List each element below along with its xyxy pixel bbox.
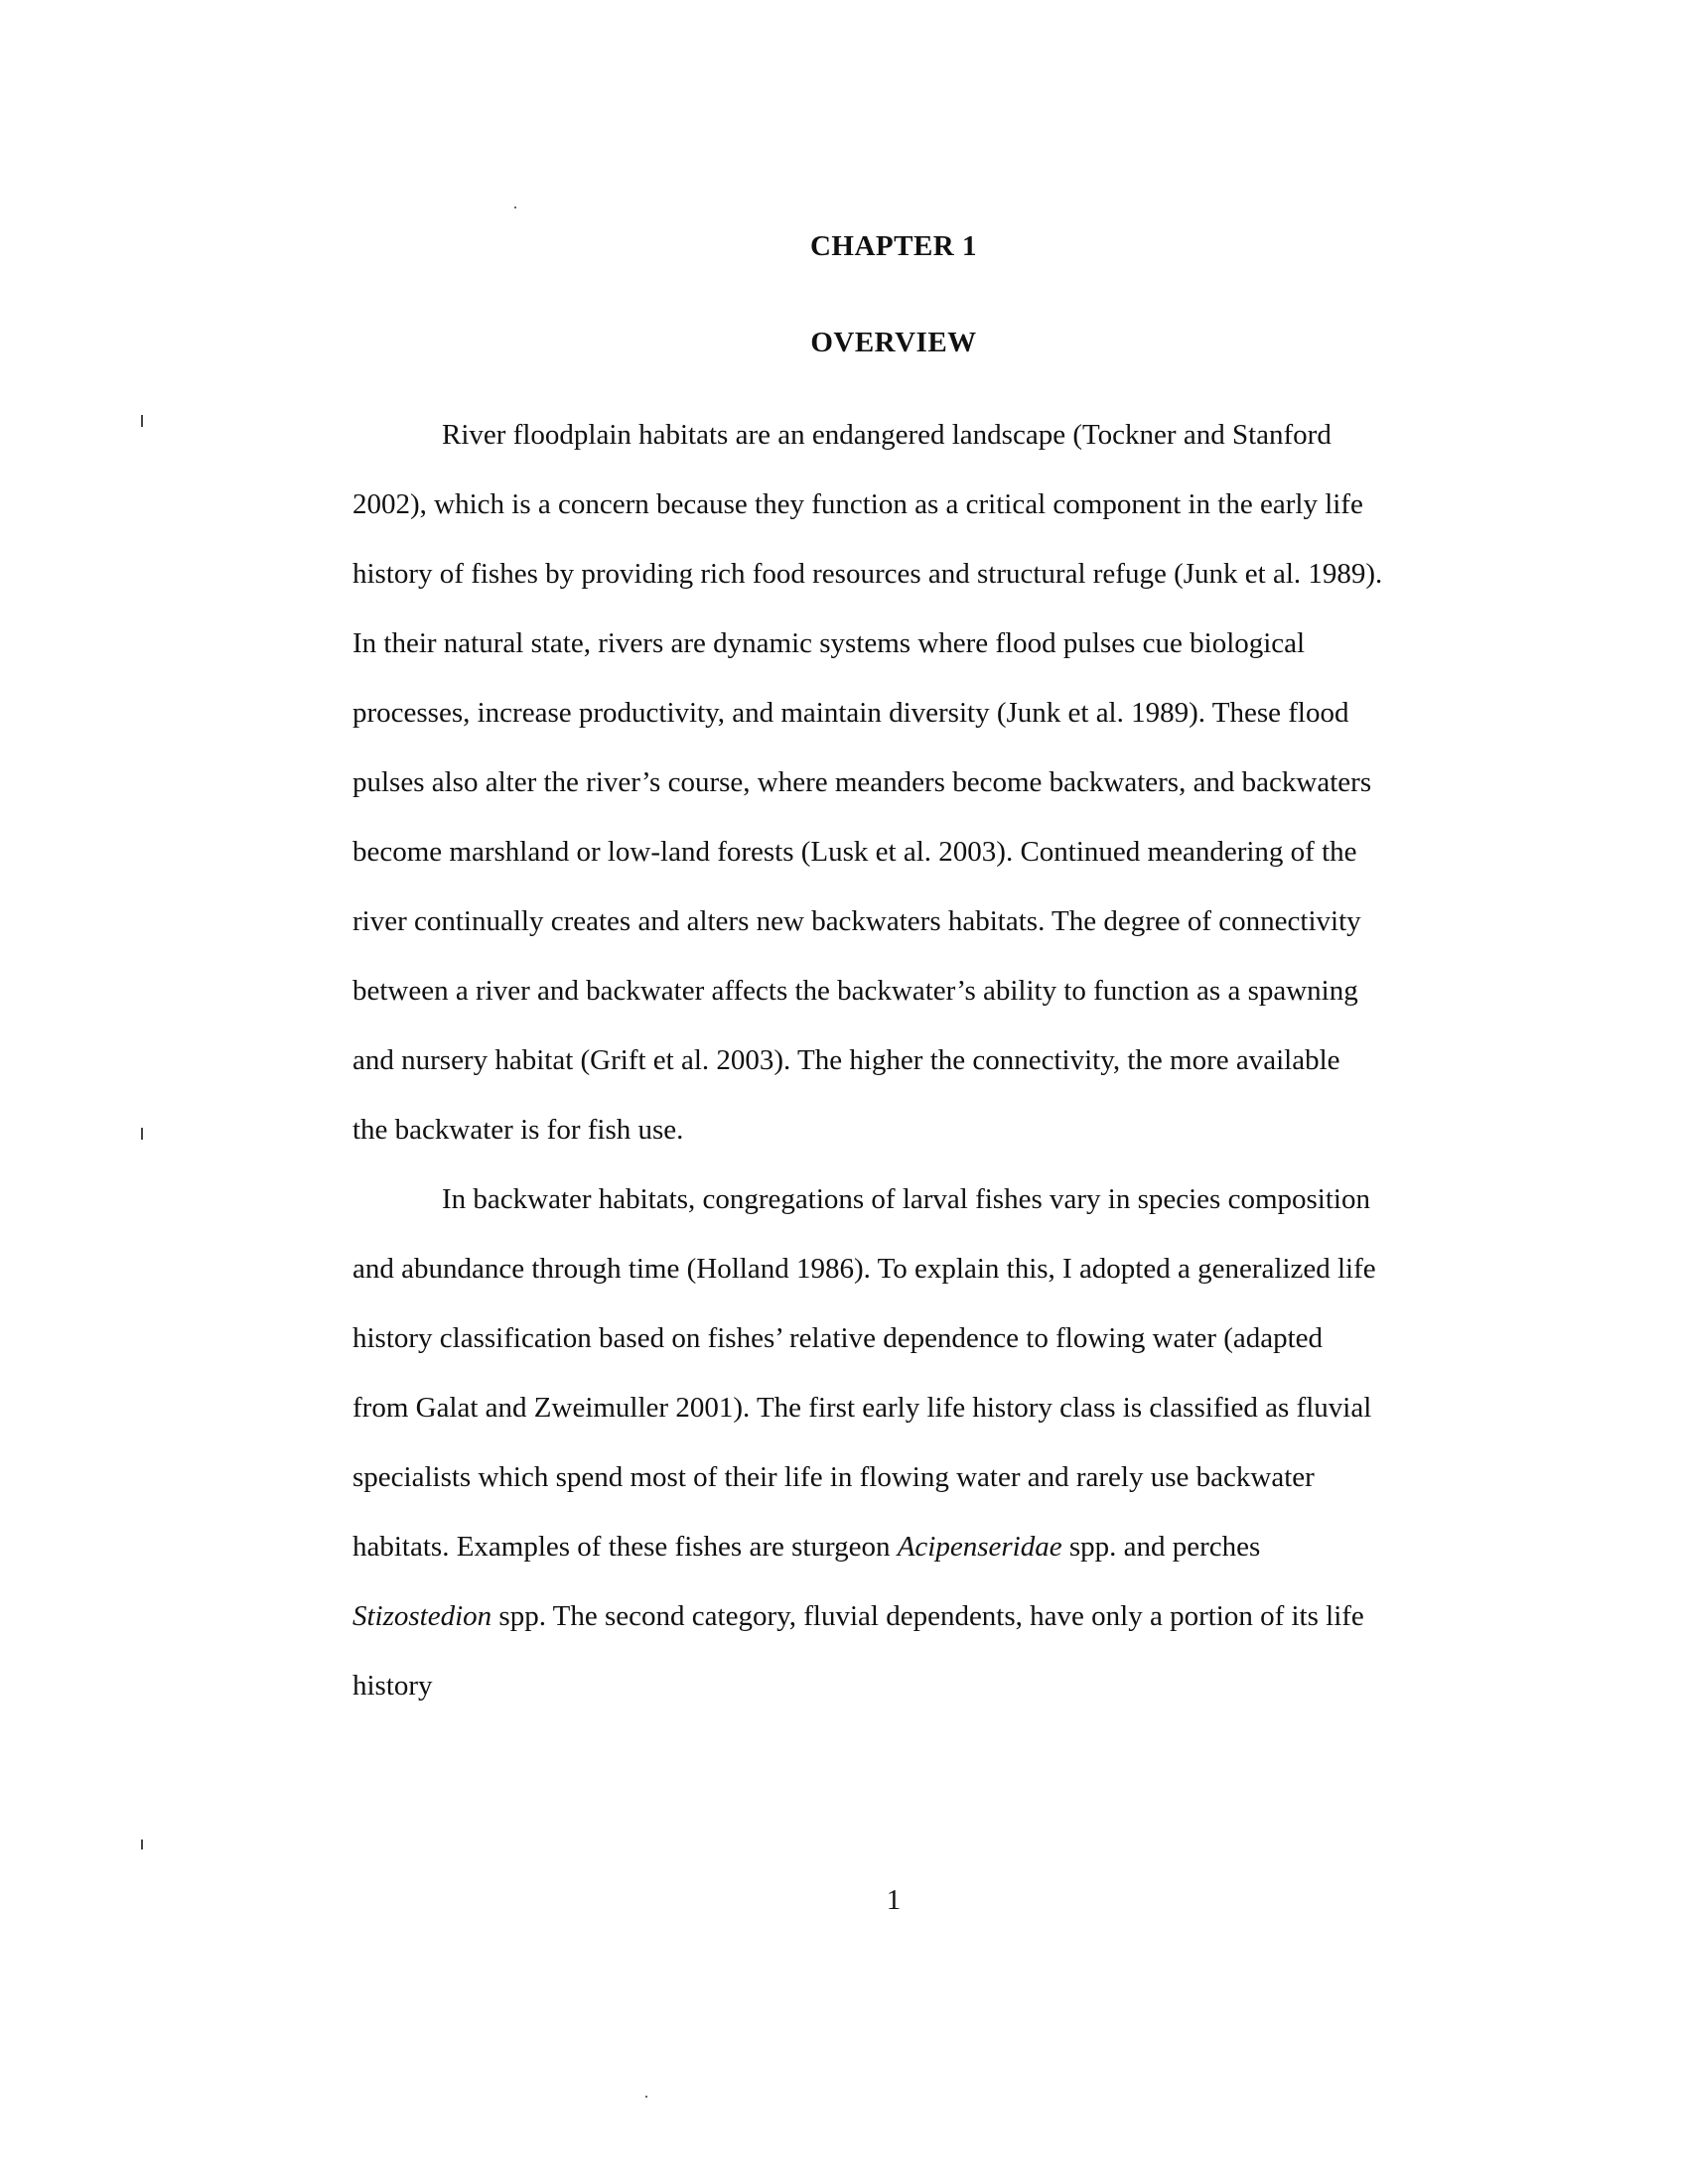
line-text: spp. The second category, fluvial dependents, have only a portion of its life [491,1600,1364,1632]
body-line [352,975,1358,1008]
body-line [352,558,1382,591]
line-text: become marshland or low-land forests (Lusk et al. 2003). Continued meandering of the [352,836,1357,868]
scan-artifact [141,415,143,427]
line-text: spp. and perches [1061,1531,1261,1563]
body-line [352,488,1363,521]
line-text: In backwater habitats, congregations of larval fishes vary in species composition [442,1183,1370,1215]
line-text: 2002), which is a concern because they function as a critical component in the early life [352,488,1363,520]
line-text: and nursery habitat (Grift et al. 2003). The higher the connectivity, the more available [352,1044,1340,1076]
scan-artifact [645,2096,647,2098]
line-text: In their natural state, rivers are dynamic systems where flood pulses cue biological [352,627,1306,659]
section-title: OVERVIEW [810,327,977,358]
body-line [352,766,1371,799]
body-line [352,1253,1376,1286]
line-text: history classification based on fishes’ relative dependence to flowing water (adapted [352,1322,1324,1354]
scan-artifact [141,1128,143,1140]
line-text: specialists which spend most of their life in flowing water and rarely use backwater [352,1461,1315,1493]
line-text: processes, increase productivity, and maintain diversity (Junk et al. 1989). These flood [352,697,1349,729]
body-line [352,1670,433,1703]
scan-artifact [514,206,516,208]
body-line [442,419,1332,452]
line-text: river continually creates and alters new backwaters habitats. The degree of connectivity [352,905,1361,937]
line-text: the backwater is for fish use. [352,1114,684,1146]
line-text: between a river and backwater affects the backwater’s ability to function as a spawning [352,975,1358,1007]
line-text: from Galat and Zweimuller 2001). The first early life history class is classified as fluvial [352,1392,1372,1424]
page-number: 1 [886,1884,902,1916]
scan-artifact [141,1840,143,1849]
body-line [352,1392,1371,1425]
line-text: River floodplain habitats are an endangered landscape (Tockner and Stanford [442,419,1332,451]
italic-term: Acipenseridae [897,1531,1062,1563]
body-line [352,1044,1340,1077]
body-line [352,1114,683,1147]
italic-term: Stizostedion [352,1600,492,1632]
body-line [352,1531,1260,1564]
body-line [352,1461,1315,1494]
body-line [442,1183,1370,1216]
line-text: pulses also alter the river’s course, where meanders become backwaters, and backwaters [352,766,1372,798]
body-line [352,836,1357,869]
body-line [352,1322,1323,1355]
line-text: habitats. Examples of these fishes are sturgeon [352,1531,898,1563]
body-line [352,1600,1364,1633]
line-text: and abundance through time (Holland 1986). To explain this, I adopted a generalized life [352,1253,1376,1285]
body-line [352,627,1305,660]
line-text: history of fishes by providing rich food resources and structural refuge (Junk et al. 1989). [352,558,1383,590]
body-line [352,905,1361,938]
body-line [352,697,1348,730]
chapter-heading: CHAPTER 1 [809,230,978,262]
line-text: history [352,1670,433,1702]
